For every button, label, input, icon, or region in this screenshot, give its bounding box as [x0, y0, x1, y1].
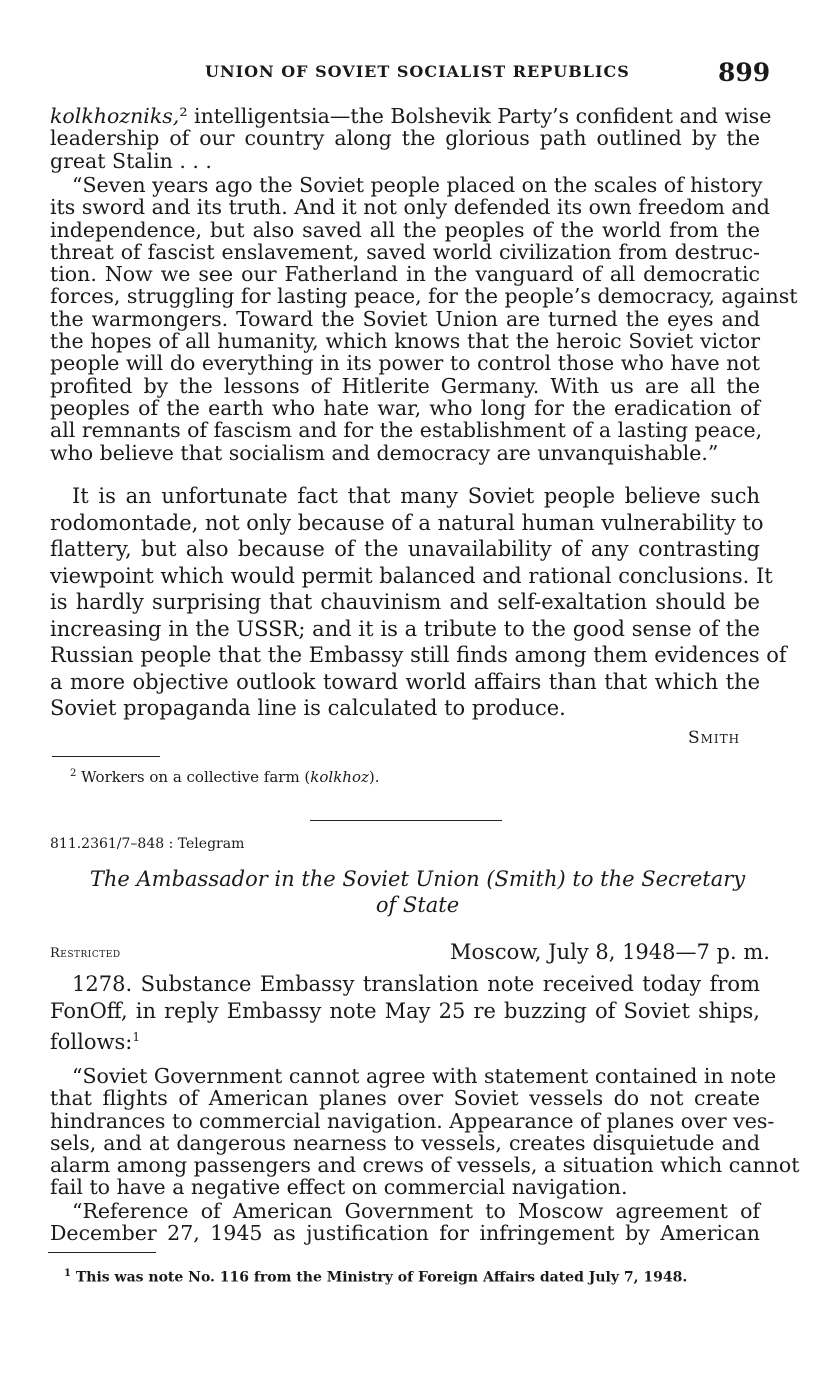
text-line: Russian people that the Embassy still finds among them evidences of	[50, 643, 787, 667]
title-line: The Ambassador in the Soviet Union (Smith) to the Secretary	[89, 867, 746, 891]
text-line: fail to have a negative effect on commercial navigation.	[50, 1175, 628, 1200]
text-line: that flights of American planes over Soviet vessels do not create	[50, 1086, 760, 1111]
document-title	[50, 866, 785, 918]
footnote-rule	[48, 1252, 156, 1253]
footnote-marker: 1	[64, 1268, 71, 1279]
text-segment: ² intelligentsia—the Bolshevik Party’s confident and wise	[179, 104, 772, 128]
footnote-end: ).	[368, 768, 380, 786]
footnote-1	[64, 1268, 687, 1286]
text-line: “Reference of American Government to Moscow agreement of	[72, 1199, 760, 1223]
telegram-paragraph	[50, 971, 760, 1056]
text-line: sels, and at dangerous nearness to vessels, creates disquietude and	[50, 1130, 760, 1155]
text-line: It is an unfortunate fact that many Soviet people believe such	[72, 484, 760, 508]
footnote-ref: 1	[132, 1030, 140, 1044]
footnote-text: This was note No. 116 from the Ministry of Foreign Affairs dated July 7, 1948.	[75, 1269, 688, 1286]
quote-continuation	[50, 104, 772, 173]
footnote-rule	[52, 756, 160, 757]
dateline: Moscow, July 8, 1948—7 p. m.	[450, 940, 770, 964]
text-line: increasing in the USSR; and it is a tribute to the good sense of the	[50, 616, 760, 641]
text-line: who believe that socialism and democracy are unvanquishable.”	[50, 440, 719, 465]
text-line: the warmongers. Toward the Soviet Union are turned the eyes and	[50, 306, 760, 331]
text-line: great Stalin . . .	[50, 148, 212, 173]
quote-paragraph	[50, 173, 798, 465]
text-line: flattery, but also because of the unavailability of any contrasting	[50, 537, 760, 561]
text-line: all remnants of fascism and for the establishment of a lasting peace,	[50, 418, 763, 443]
text-line: viewpoint which would permit balanced and rational conclusions. It	[50, 563, 773, 588]
text-line: the hopes of all humanity, which knows that the heroic Soviet victor	[50, 329, 760, 354]
text-line: December 27, 1945 as justification for infringement by American	[50, 1221, 760, 1246]
body-paragraph	[50, 483, 787, 722]
footnote-2	[70, 768, 380, 786]
text-segment: follows:	[50, 1030, 133, 1054]
text-line: hindrances to commercial navigation. Appearance of planes over ves-	[50, 1108, 775, 1133]
text-line: threat of fascist enslavement, saved world civilization from destruc-	[50, 239, 760, 264]
text-line: “Seven years ago the Soviet people placed on the scales of history	[72, 173, 763, 197]
text-line: forces, struggling for lasting peace, for the people’s democracy, against	[50, 284, 798, 309]
text-line: Soviet propaganda line is calculated to produce.	[50, 696, 566, 720]
text-line: rodomontade, not only because of a natural human vulnerability to	[50, 510, 764, 535]
text-line: people will do everything in its power to control those who have not	[50, 351, 760, 376]
footnote-italic: kolkhoz	[310, 768, 369, 786]
text-line: tion. Now we see our Fatherland in the vanguard of all democratic	[50, 262, 760, 287]
text-line: leadership of our country along the glorious path outlined by the	[50, 126, 760, 151]
title-line: of State	[375, 893, 460, 917]
soviet-note-paragraph	[50, 1064, 800, 1200]
text-line: a more objective outlook toward world affairs than that which the	[50, 669, 760, 694]
section-divider	[310, 820, 502, 821]
text-line: peoples of the earth who hate war, who long for the eradication of	[50, 395, 760, 420]
signature: Smith	[688, 728, 741, 748]
text-line: alarm among passengers and crews of vessels, a situation which cannot	[50, 1153, 800, 1178]
file-number: 811.2361/7–848 : Telegram	[50, 836, 245, 852]
footnote-marker: 2	[70, 768, 77, 779]
soviet-note-paragraph	[50, 1200, 760, 1245]
kolkhozniks-word: kolkhozniks,	[50, 104, 180, 128]
classification-label: Restricted	[50, 946, 121, 961]
text-line: is hardly surprising that chauvinism and self-exaltation should be	[50, 590, 760, 614]
text-line: profited by the lessons of Hitlerite Germany. With us are all the	[50, 373, 760, 398]
text-line: “Soviet Government cannot agree with statement contained in note	[72, 1064, 777, 1088]
footnote-text: Workers on a collective farm (	[81, 768, 311, 786]
page-number: 899	[718, 58, 771, 87]
text-line	[50, 104, 772, 128]
text-line: its sword and its truth. And it not only defended its own freedom and	[50, 195, 770, 220]
running-title: UNION OF SOVIET SOCIALIST REPUBLICS	[205, 62, 630, 81]
text-line: FonOff, in reply Embassy note May 25 re buzzing of Soviet ships,	[50, 998, 760, 1023]
text-line	[50, 1024, 760, 1056]
text-line: independence, but also saved all the peoples of the world from the	[50, 217, 760, 242]
text-line: 1278. Substance Embassy translation note received today from	[72, 972, 760, 996]
